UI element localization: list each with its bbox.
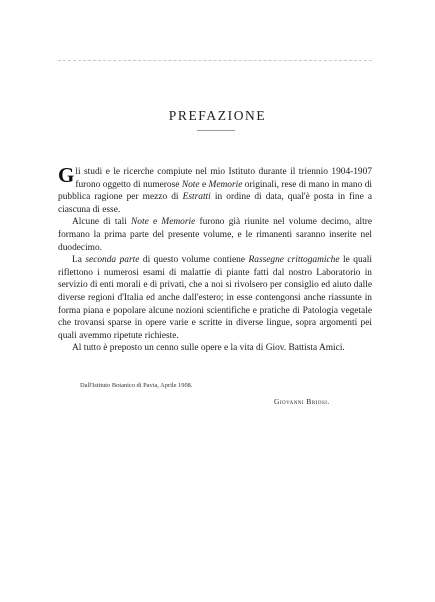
title-underline [197, 130, 235, 131]
p1-text-a: li studi e le ricerche compiute nel mio Istituto durante il triennio 1904-1907 furono oggetto di numerose [75, 167, 372, 190]
p2-italic-memorie: Memorie [161, 217, 196, 228]
preface-body [58, 163, 373, 355]
p3-italic-rassegne: Rassegne crittogamiche [248, 255, 340, 266]
signature: Giovanni Briosi. [274, 397, 330, 406]
p2-italic-note: Note [131, 217, 149, 228]
p2-text-c: furono già riunite nel volume decimo, altre formano la prima parte del presente volume, e le rimanenti saranno inserite nel duodecimo. [58, 217, 372, 253]
p2-text-a: Alcune di tali [72, 217, 132, 228]
paragraph-1 [58, 163, 372, 216]
p1-italic-note: Note [181, 179, 200, 190]
p1-italic-memorie: Memorie [208, 179, 243, 190]
paragraph-4: Al tutto è preposto un cenno sulle opere e la vita di Giov. Battista Amici. [72, 343, 345, 354]
p3-italic-seconda-parte: seconda parte [85, 255, 140, 266]
p1-text-b: e [199, 179, 209, 190]
header-decorative-rule [58, 60, 372, 61]
p3-text-c: le quali riflettono i numerosi esami di malattie di piante fatti dal nostro Laboratorio in servizio di enti morali e di privati, che a noi si rivolsero per consiglio ed aiuto dalle diverse regioni d'Italia ed anche dall'estero; in esse contengonsi anche riassunte in forma piana e popolare alcune nozioni scientifiche e pratiche di Patologia vegetale che trovansi sparse in opere varie e scritte in diverse lingue, sopra argomenti pei quali avemmo ripetute richieste. [58, 255, 373, 341]
dateline: Dall'Istituto Botanico di Pavia, Aprile 1908. [80, 382, 193, 389]
drop-cap: G [58, 163, 75, 187]
p1-text-c: originali, rese di mano in mano di pubblica ragione per mezzo di [58, 179, 372, 203]
paragraph-3 [58, 254, 372, 342]
page-title: PREFAZIONE [168, 108, 267, 123]
p3-text-a: La [72, 255, 86, 266]
p1-italic-estratti: Estratti [182, 192, 211, 203]
p2-text-b: e [148, 217, 162, 228]
p1-text-d: in ordine di data, qual'è posta in fine a ciascuna di esse. [58, 192, 372, 215]
paragraph-2 [58, 216, 372, 254]
p3-text-b: di questo volume contiene [139, 255, 249, 266]
